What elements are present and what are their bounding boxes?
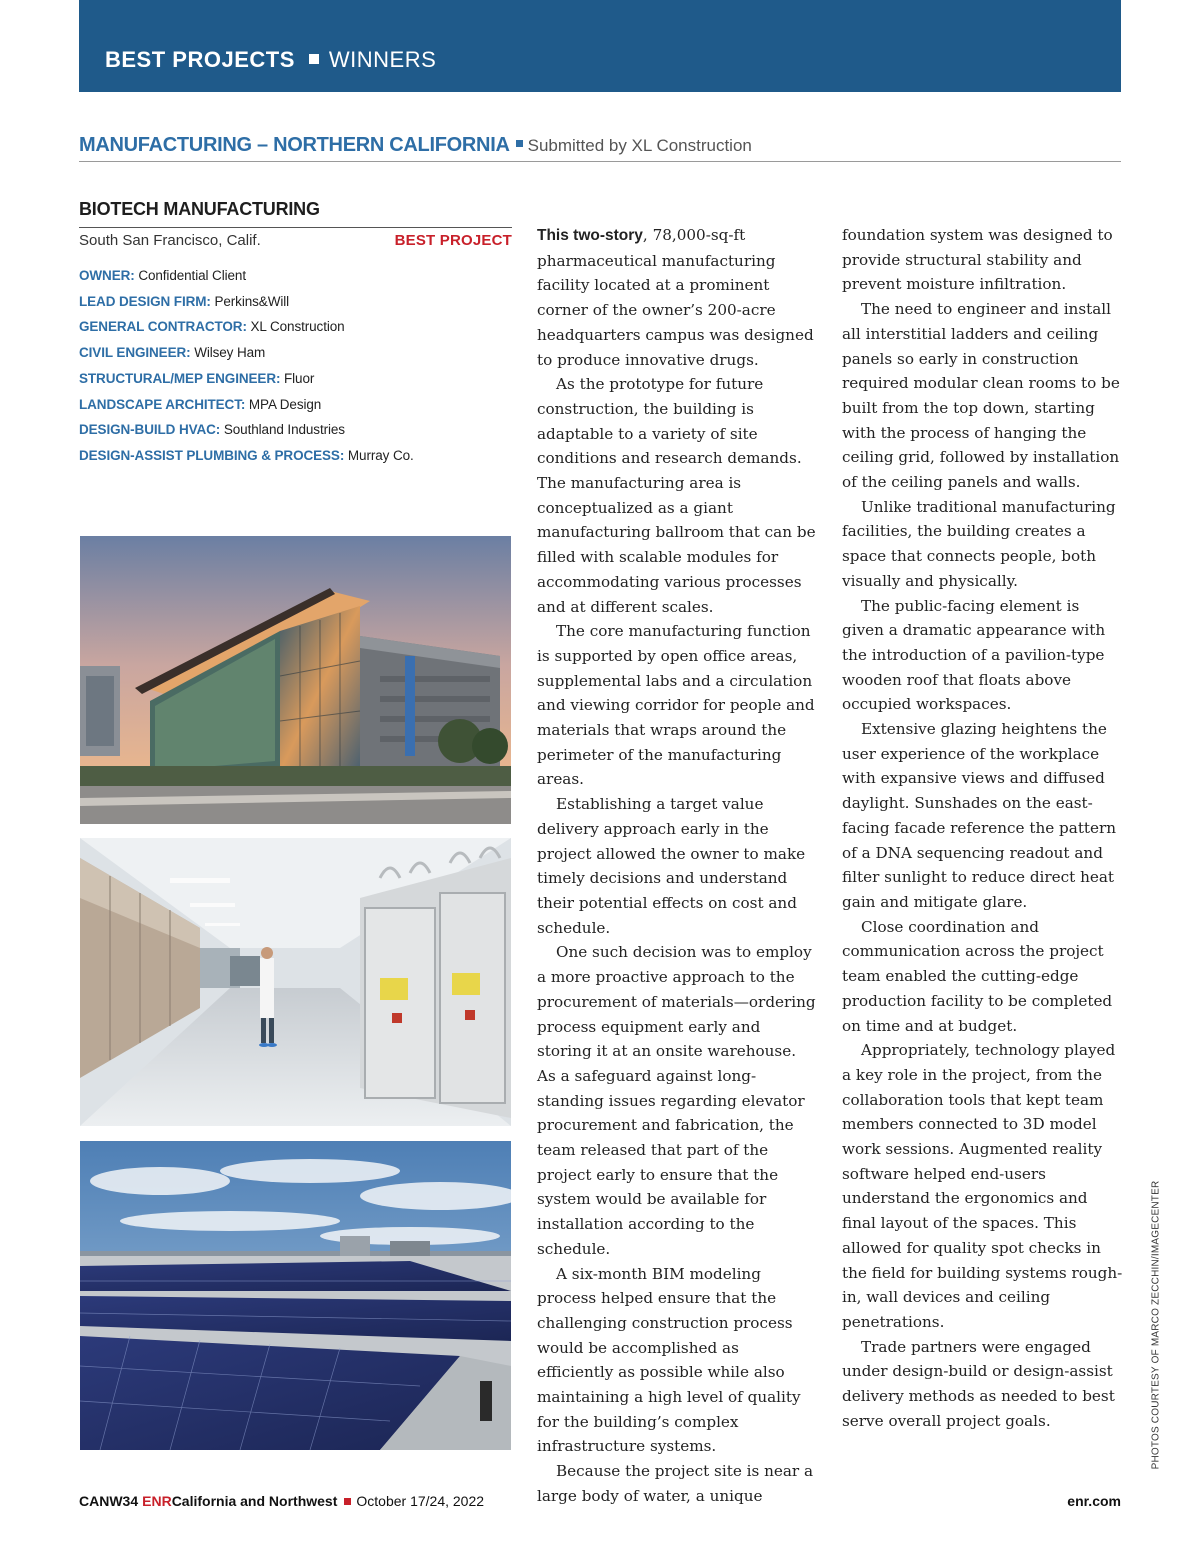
article-paragraph: Trade partners were engaged under design-build or design-assist delivery methods as needed to best serve overall project goals.	[842, 1337, 1115, 1430]
article-paragraph-text: , 78,000-sq-ft pharmaceutical manufacturing facility located at a prominent corner of the owner’s 200-acre headquarters campus was designed to produce innovative drugs.	[537, 226, 814, 369]
project-title: BIOTECH MANUFACTURING	[79, 199, 320, 219]
cleanroom-interior-image	[80, 838, 511, 1126]
credit-plumbing	[79, 443, 519, 469]
building-exterior-photo	[80, 536, 511, 824]
project-location: South San Francisco, Calif.	[79, 232, 261, 249]
article-paragraph: Because the project site is near a large body of water, a unique	[537, 1462, 814, 1505]
credit-role: LANDSCAPE ARCHITECT:	[79, 396, 246, 412]
footer-brand: ENR	[142, 1493, 172, 1509]
header-square-icon	[309, 54, 319, 64]
credit-name: Wilsey Ham	[194, 345, 266, 361]
credit-structural-mep	[79, 366, 519, 392]
credit-lead-design	[79, 289, 519, 315]
photo-credit-text: PHOTOS COURTESY OF MARCO ZECCHIN/IMAGECENTER	[1150, 1180, 1162, 1470]
footer-left	[79, 1493, 484, 1509]
credit-landscape	[79, 392, 519, 418]
category-submitted: Submitted by XL Construction	[527, 136, 752, 155]
credit-role: DESIGN-ASSIST PLUMBING & PROCESS:	[79, 447, 345, 463]
project-credits	[79, 263, 519, 469]
credit-role: CIVIL ENGINEER:	[79, 345, 191, 361]
category-title: MANUFACTURING – NORTHERN CALIFORNIA	[79, 134, 510, 156]
page-footer	[79, 1493, 1121, 1513]
credit-civil-engineer	[79, 340, 519, 366]
article-paragraph: The need to engineer and install all interstitial ladders and ceiling panels so early in construction required modular clean rooms to be built from the top down, starting with the process of hanging the ceiling grid, followed by installation of the ceiling panels and walls.	[842, 300, 1120, 492]
cleanroom-interior-photo	[80, 838, 511, 1126]
footer-publication: California and Northwest	[171, 1493, 338, 1509]
credit-name: Murray Co.	[347, 447, 414, 463]
header-section: BEST PROJECTS	[105, 47, 295, 72]
article-paragraph: Unlike traditional manufacturing facilities, the building creates a space that connects people, both visually and physically.	[842, 497, 1116, 590]
photo-credit	[1141, 1180, 1171, 1470]
credit-role: DESIGN-BUILD HVAC:	[79, 422, 221, 438]
credit-name: XL Construction	[250, 319, 345, 335]
article-paragraph: Close coordination and communication across the project team enabled the cutting-edge production facility to be completed on time and at budget.	[842, 917, 1113, 1035]
article-paragraph: Extensive glazing heightens the user experience of the workplace with expansive views and diffused daylight. Sunshades on the east-facing facade reference the pattern of a DNA sequencing readout and filter sunlight to reduce direct heat gain and mitigate glare.	[842, 720, 1117, 911]
best-project-badge: BEST PROJECT	[394, 232, 512, 249]
credit-name: Confidential Client	[138, 268, 246, 283]
article-paragraph: A six-month BIM modeling process helped ensure that the challenging construction process would be accomplished as efficiently as possible while also maintaining a high level of quality for the building’s complex infrastructure systems.	[537, 1264, 801, 1456]
credit-hvac	[79, 417, 519, 443]
project-location-row	[79, 227, 512, 255]
footer-square-icon	[344, 1498, 351, 1505]
article-lead: This two-story	[537, 227, 643, 244]
credit-name: Fluor	[284, 370, 315, 386]
article-paragraph-1	[537, 223, 819, 372]
credit-name: MPA Design	[248, 396, 322, 412]
credit-owner	[79, 263, 519, 289]
credit-role: OWNER:	[79, 268, 135, 283]
category-line	[79, 134, 1121, 162]
article-paragraph: As the prototype for future construction, the building is adaptable to a variety of site conditions and research demands. The manufacturing area is conceptualized as a giant manufacturing ballroom that can be filled with scalable modules for accommodating various processes and at different scales.	[537, 375, 816, 616]
article-column-2	[842, 223, 1124, 1433]
article-paragraph: The public-facing element is given a dramatic appearance with the introduction of a pavilion-type wooden roof that floats above occupied workspaces.	[842, 596, 1106, 714]
rooftop-solar-photo	[80, 1141, 511, 1450]
credit-name: Southland Industries	[223, 422, 345, 438]
rooftop-solar-image	[80, 1141, 511, 1450]
article-paragraph: The core manufacturing function is supported by open office areas, supplemental labs and a circulation and viewing corridor for people and materials that wraps around the perimeter of the manufacturing areas.	[537, 622, 815, 789]
article-paragraph: One such decision was to employ a more proactive approach to the procurement of materials—ordering process equipment early and storing it at an onsite warehouse. As a safeguard against long-standing issues regarding elevator procurement and fabrication, the team released that part of the project early to ensure that the system would be available for installation according to the schedule.	[537, 943, 816, 1258]
category-square-icon	[516, 140, 523, 147]
credit-role: LEAD DESIGN FIRM:	[79, 293, 211, 309]
article-paragraph: Appropriately, technology played a key role in the project, from the collaboration tools that kept team members connected to 3D model work sessions. Augmented reality software helped end-users understand the ergonomics and final layout of the spaces. This allowed for quality spot checks in the field for building systems rough-in, wall devices and ceiling penetrations.	[842, 1041, 1123, 1331]
article-paragraph: Establishing a target value delivery approach early in the project allowed the owner to make timely decisions and understand their potential effects on cost and schedule.	[537, 795, 806, 937]
article-column-1	[537, 223, 819, 1509]
credit-general-contractor	[79, 314, 519, 340]
article-paragraph: foundation system was designed to provide structural stability and prevent moisture infiltration.	[842, 226, 1113, 294]
header-band	[79, 0, 1121, 92]
credit-role: GENERAL CONTRACTOR:	[79, 319, 247, 335]
credit-role: STRUCTURAL/MEP ENGINEER:	[79, 370, 281, 386]
header-subsection: WINNERS	[328, 47, 437, 72]
footer-page-code: CANW34	[79, 1493, 139, 1509]
building-exterior-image	[80, 536, 511, 824]
header-title	[105, 46, 436, 74]
footer-date: October 17/24, 2022	[356, 1493, 485, 1509]
credit-name: Perkins&Will	[214, 293, 290, 309]
footer-site-link[interactable]: enr.com	[1067, 1493, 1121, 1509]
